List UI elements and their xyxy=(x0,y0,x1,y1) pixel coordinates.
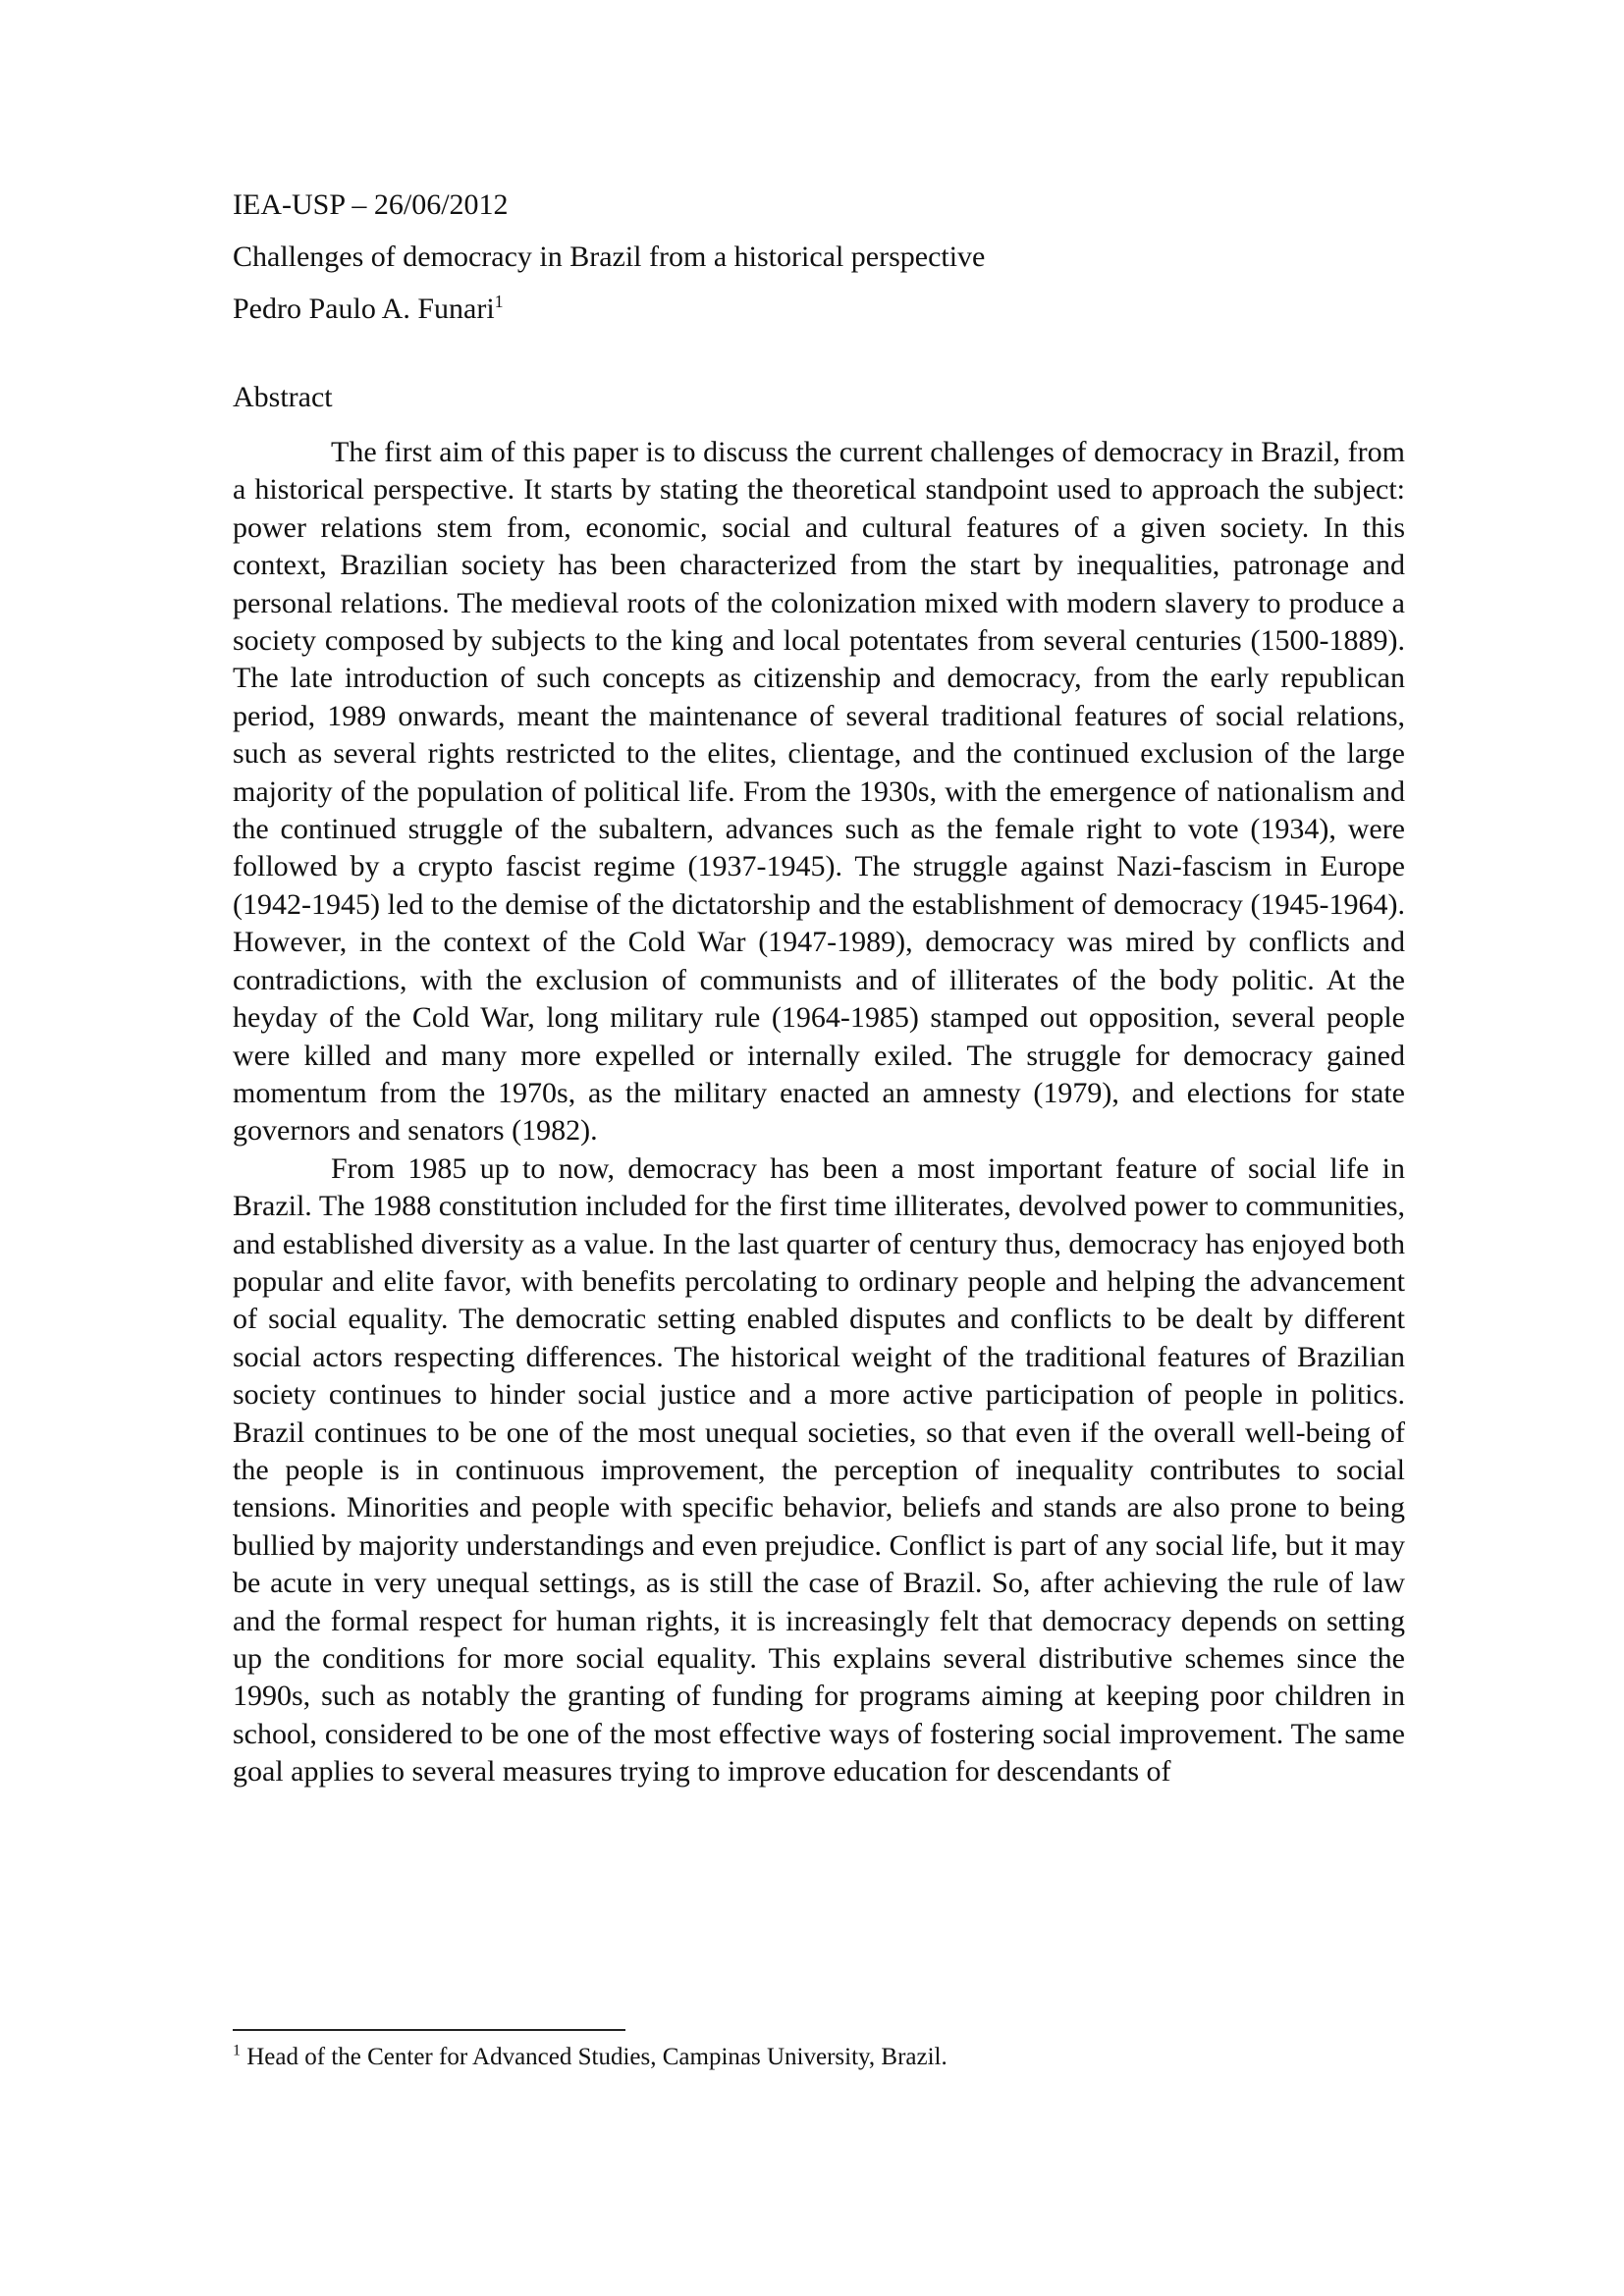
author-footnote-mark[interactable]: 1 xyxy=(494,292,504,311)
footnote-text: Head of the Center for Advanced Studies, Campinas University, Brazil. xyxy=(246,2044,947,2070)
institution-date-line: IEA-USP – 26/06/2012 xyxy=(233,188,509,221)
footnote-separator xyxy=(233,2029,625,2031)
document-page xyxy=(233,187,1405,1791)
author-line xyxy=(233,291,1405,328)
abstract-paragraph-2: From 1985 up to now, democracy has been a most important feature of social life in Brazil. The 1988 constitution included for the first time illiterates, devolved power to communities, and established diversity as a value. In the last quarter of century thus, democracy has enjoyed both popular and elite favor, with benefits percolating to ordinary people and helping the advancement of social equality. The democratic setting enabled disputes and conflicts to be dealt by different social actors respecting differences. The historical weight of the traditional features of Brazilian society continues to hinder social justice and a more active participation of people in politics. Brazil continues to be one of the most unequal societies, so that even if the overall well-being of the people is in continuous improvement, the perception of inequality contributes to social tensions. Minorities and people with specific behavior, beliefs and stands are also prone to being bullied by majority understandings and even prejudice. Conflict is part of any social life, but it may be acute in very unequal settings, as is still the case of Brazil. So, after achieving the rule of law and the formal respect for human rights, it is increasingly felt that democracy depends on setting up the conditions for more social equality. This explains several distributive schemes since the 1990s, such as notably the granting of funding for programs aiming at keeping poor children in school, considered to be one of the most effective ways of fostering social improvement. The same goal applies to several measures trying to improve education for descendants of xyxy=(233,1151,1405,1789)
author-name: Pedro Paulo A. Funari xyxy=(233,293,495,325)
footnote-mark: 1 xyxy=(233,2042,241,2059)
abstract-paragraph-1: The first aim of this paper is to discuss the current challenges of democracy in Brazil, from a historical perspective. It starts by stating the theoretical standpoint used to approach the subject: power relations stem from, economic, social and cultural features of a given society. In this context, Brazilian society has been characterized from the start by inequalities, patronage and personal relations. The medieval roots of the colonization mixed with modern slavery to produce a society composed by subjects to the king and local potentates from several centuries (1500-1889). The late introduction of such concepts as citizenship and democracy, from the early republican period, 1989 onwards, meant the maintenance of several traditional features of social relations, such as several rights restricted to the elites, clientage, and the continued exclusion of the large majority of the population of political life. From the 1930s, with the emergence of nationalism and the continued struggle of the subaltern, advances such as the female right to vote (1934), were followed by a crypto fascist regime (1937-1945). The struggle against Nazi-fascism in Europe (1942-1945) led to the demise of the dictatorship and the establishment of democracy (1945-1964). However, in the context of the Cold War (1947-1989), democracy was mired by conflicts and contradictions, with the exclusion of communists and of illiterates of the body politic. At the heyday of the Cold War, long military rule (1964-1985) stamped out opposition, several people were killed and many more expelled or internally exiled. The struggle for democracy gained momentum from the 1970s, as the military enacted an amnesty (1979), and elections for state governors and senators (1982). xyxy=(233,436,1405,1148)
footnote xyxy=(233,2042,1405,2073)
paper-title: Challenges of democracy in Brazil from a historical perspective xyxy=(233,240,986,273)
abstract-heading: Abstract xyxy=(233,381,333,413)
